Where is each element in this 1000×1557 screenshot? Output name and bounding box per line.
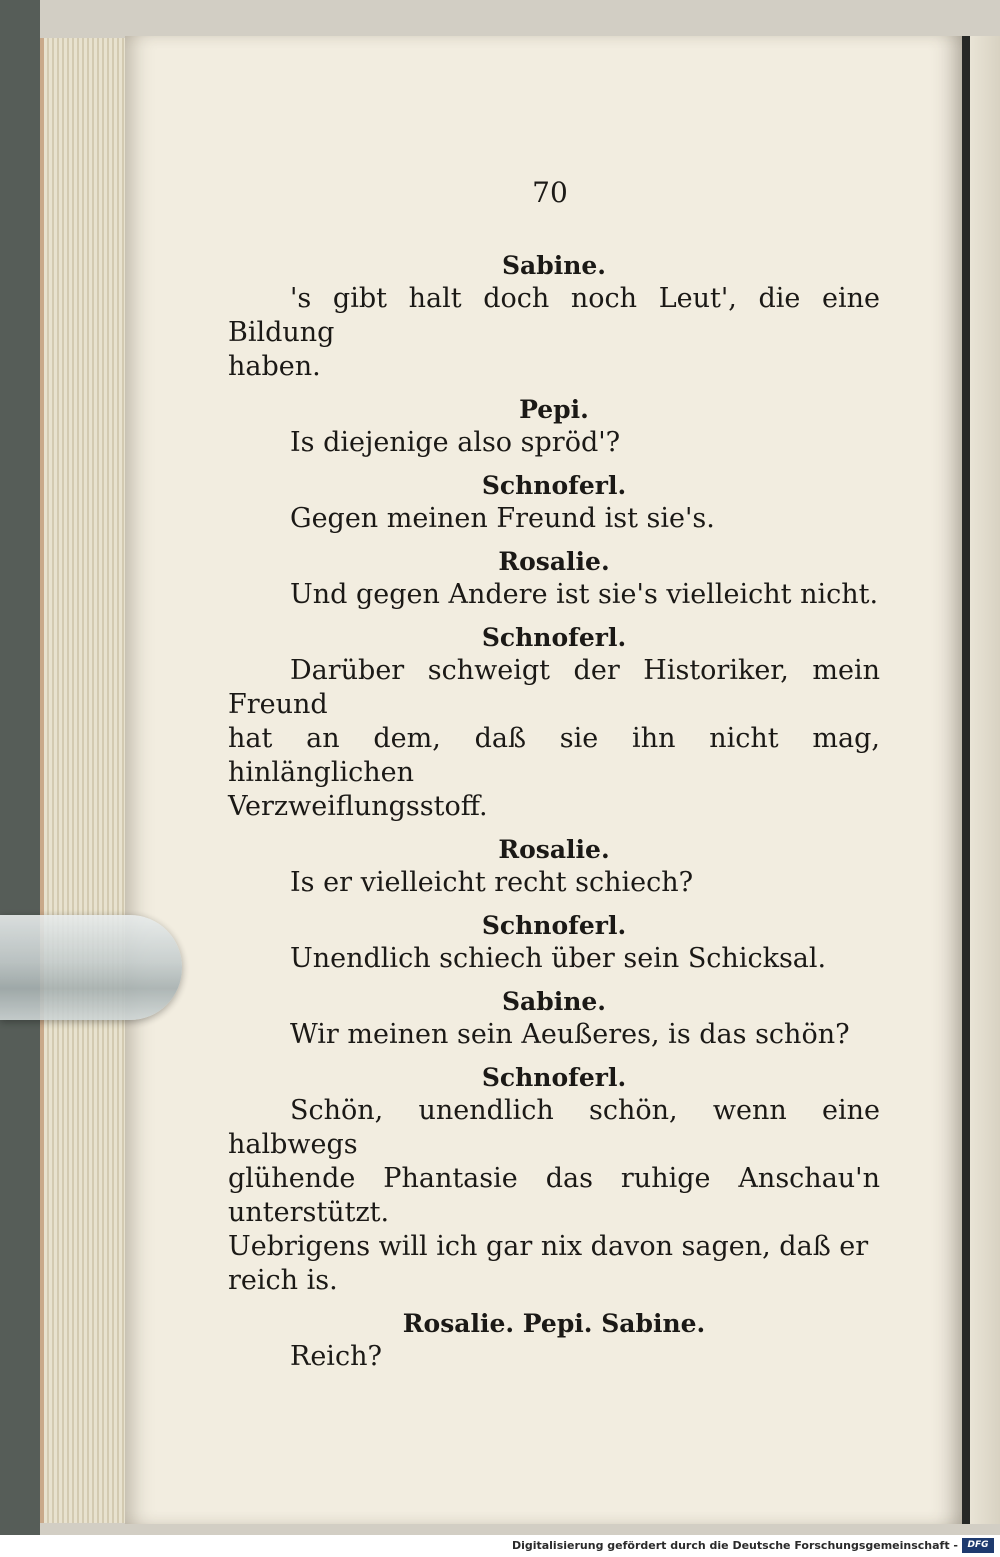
- dialogue-line: Reich?: [290, 1341, 382, 1372]
- speaker-name: Rosalie.: [498, 835, 610, 864]
- facing-page-edge: [962, 36, 1000, 1524]
- dialogue-line: 's gibt halt doch noch Leut', die eine Bildung: [228, 283, 880, 348]
- dialogue-block: [228, 250, 880, 384]
- dialogue-line: Schön, unendlich schön, wenn eine halbwegs: [228, 1095, 880, 1160]
- dialogue-line: Verzweiflungsstoff.: [228, 791, 488, 822]
- speaker-name: Rosalie. Pepi. Sabine.: [402, 1309, 706, 1338]
- speaker-name: Schnoferl.: [481, 1063, 627, 1092]
- scanner-background: [0, 0, 40, 1557]
- dialogue-block: [228, 622, 880, 824]
- dialogue-line: Unendlich schiech über sein Schicksal.: [290, 943, 827, 974]
- speaker-name: Pepi.: [519, 395, 589, 424]
- dialogue-line: Wir meinen sein Aeußeres, is das schön?: [290, 1019, 850, 1050]
- dialogue-line: haben.: [228, 351, 321, 382]
- dialogue-line: glühende Phantasie das ruhige Anschau'n unterstützt.: [228, 1163, 880, 1228]
- speaker-name: Sabine.: [501, 987, 607, 1016]
- dialogue-block: [228, 1062, 880, 1298]
- dfg-logo-icon: DFG: [962, 1538, 994, 1553]
- dialogue-block: [228, 546, 880, 612]
- dialogue-line: Und gegen Andere ist sie's vielleicht nicht.: [290, 579, 879, 610]
- dialogue-line: Is er vielleicht recht schiech?: [290, 867, 694, 898]
- footer-bar: [0, 1535, 1000, 1557]
- speaker-name: Sabine.: [501, 251, 607, 280]
- dialogue-line: Darüber schweigt der Historiker, mein Freund: [228, 655, 880, 720]
- speaker-name: Schnoferl.: [481, 623, 627, 652]
- dialogue-block: [228, 394, 880, 460]
- funding-credit: Digitalisierung gefördert durch die Deutsche Forschungsgemeinschaft -: [511, 1539, 958, 1552]
- dialogue-line: reich is.: [228, 1265, 338, 1296]
- speaker-name: Rosalie.: [498, 547, 610, 576]
- dialogue-line: Is diejenige also spröd'?: [290, 427, 621, 458]
- page-number: 70: [532, 176, 568, 209]
- page-holder-clip: [0, 915, 182, 1020]
- dialogue-line: hat an dem, daß sie ihn nicht mag, hinlänglichen: [228, 723, 880, 788]
- dialogue-block: [228, 910, 880, 976]
- dialogue-line: Uebrigens will ich gar nix davon sagen, daß er: [228, 1231, 869, 1262]
- dialogue-line: Gegen meinen Freund ist sie's.: [290, 503, 715, 534]
- dialogue-block: [228, 470, 880, 536]
- dialogue-block: [228, 986, 880, 1052]
- dialogue-text: [228, 250, 880, 1384]
- speaker-name: Schnoferl.: [481, 911, 627, 940]
- dialogue-block: [228, 834, 880, 900]
- speaker-name: Schnoferl.: [481, 471, 627, 500]
- dialogue-block: [228, 1308, 880, 1374]
